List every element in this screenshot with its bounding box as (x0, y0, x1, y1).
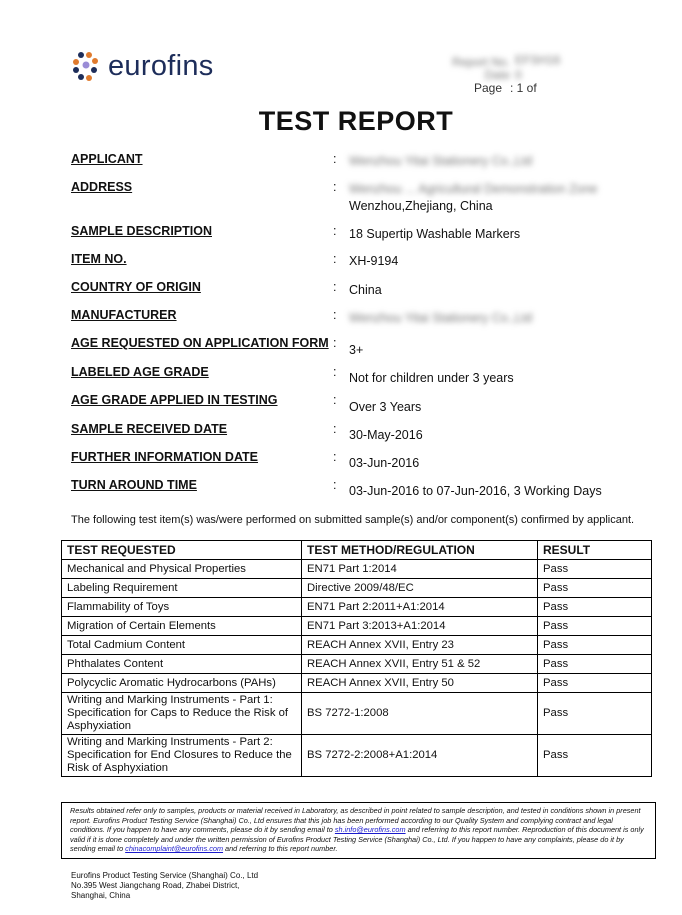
test-requested-cell: Phthalates Content (62, 655, 302, 674)
test-requested-cell: Labeling Requirement (62, 579, 302, 598)
info-email-link[interactable]: sh.info@eurofins.com (334, 825, 406, 835)
field-label: ADDRESS (71, 180, 133, 194)
report-no-value: EFSH16 (515, 53, 561, 67)
field-colon: : (333, 152, 337, 166)
field-label: TURN AROUND TIME (71, 478, 197, 492)
field-colon: : (333, 280, 337, 294)
field-label: AGE GRADE APPLIED IN TESTING (71, 393, 278, 407)
table-row (62, 674, 652, 693)
field-label: APPLICANT (71, 152, 143, 166)
field-label: LABELED AGE GRADE (71, 365, 209, 379)
test-requested-cell: Mechanical and Physical Properties (62, 560, 302, 579)
table-row (62, 579, 652, 598)
page-label: Page (473, 81, 502, 95)
field-label: AGE REQUESTED ON APPLICATION FORM (71, 336, 329, 350)
report-title: TEST REPORT (258, 106, 454, 136)
disclaimer-text: and referring to this report number. Reproduction of this document is only valid if it is done completely and under the written permission of Eurofins Product Testing Service (Shanghai) Co., Ltd. If you happen to have any complaints, please do it by sending email to (70, 825, 644, 854)
address-line: Shanghai, China (71, 891, 131, 900)
field-value: 30-May-2016 (349, 428, 423, 442)
table-row (62, 560, 652, 579)
disclaimer-text: Results obtained refer only to samples, products or material received in Laboratory, as described in point related to sample description, and tested in conditions shown in present report. Eurofins Product Testing Service (Shanghai) Co., Ltd ensures that this job has been performed according to our Quality System and complying contract and legal conditions. If you happen to have any comments, please do it by sending email to (70, 806, 641, 835)
field-value: Over 3 Years (349, 400, 422, 414)
page-value: : 1 of (510, 81, 537, 95)
test-requested-cell: Polycyclic Aromatic Hydrocarbons (PAHs) (62, 674, 302, 693)
header-result: RESULT (538, 541, 652, 560)
address-line: Eurofins Product Testing Service (Shanghai) Co., Ltd (71, 871, 259, 880)
result-cell: Pass (538, 655, 652, 674)
field-value: 18 Supertip Washable Markers (349, 227, 521, 241)
field-value: 03-Jun-2016 to 07-Jun-2016, 3 Working Days (349, 484, 602, 498)
date-label: Date (484, 68, 510, 82)
company-address (71, 871, 258, 901)
field-value: XH-9194 (349, 254, 399, 268)
test-requested-cell: Writing and Marking Instruments - Part 2: Specification for End Closures to Reduce the Risk of Asphyxiation (62, 735, 302, 777)
field-colon: : (333, 393, 337, 407)
complaint-email-link[interactable]: chinacomplaint@eurofins.com (125, 844, 224, 854)
result-cell: Pass (538, 693, 652, 735)
test-method-cell: Directive 2009/48/EC (302, 579, 538, 598)
field-value: China (349, 283, 382, 297)
test-method-cell: EN71 Part 2:2011+A1:2014 (302, 598, 538, 617)
table-row (62, 598, 652, 617)
field-colon: : (333, 450, 337, 464)
header-test-requested: TEST REQUESTED (62, 541, 302, 560)
field-colon: : (333, 478, 337, 492)
table-row (62, 735, 652, 777)
field-value: Not for children under 3 years (349, 371, 514, 385)
report-no-label: Report No. (451, 55, 510, 69)
field-label: COUNTRY OF ORIGIN (71, 280, 201, 294)
header-test-method: TEST METHOD/REGULATION (302, 541, 538, 560)
table-row (62, 636, 652, 655)
field-label: SAMPLE DESCRIPTION (71, 224, 212, 238)
field-label: SAMPLE RECEIVED DATE (71, 422, 228, 436)
result-cell: Pass (538, 560, 652, 579)
test-method-cell: EN71 Part 1:2014 (302, 560, 538, 579)
disclaimer-text: and referring to this report number. (223, 844, 338, 854)
date-value: 0 (515, 68, 522, 82)
table-row (62, 693, 652, 735)
field-colon: : (333, 180, 337, 194)
test-requested-cell: Migration of Certain Elements (62, 617, 302, 636)
field-colon: : (333, 252, 337, 266)
eurofins-logo (72, 50, 214, 83)
field-colon: : (333, 336, 337, 350)
test-method-cell: EN71 Part 3:2013+A1:2014 (302, 617, 538, 636)
result-cell: Pass (538, 579, 652, 598)
address-line: No.395 West Jiangchang Road, Zhabei District, (71, 881, 240, 890)
field-value: Wenzhou Yitai Stationery Co.,Ltd (349, 154, 533, 168)
test-method-cell: REACH Annex XVII, Entry 23 (302, 636, 538, 655)
field-value: 03-Jun-2016 (349, 456, 420, 470)
result-cell: Pass (538, 636, 652, 655)
test-requested-cell: Total Cadmium Content (62, 636, 302, 655)
test-results-table (61, 540, 652, 777)
field-label: MANUFACTURER (71, 308, 177, 322)
disclaimer-box (61, 802, 656, 859)
field-value: Wenzhou ... Agricultural Demonstration Zone Wenzhou,Zhejiang, China (349, 182, 598, 213)
table-header-row (62, 541, 652, 560)
field-colon: : (333, 365, 337, 379)
field-label: FURTHER INFORMATION DATE (71, 450, 259, 464)
test-requested-cell: Flammability of Toys (62, 598, 302, 617)
field-label: ITEM NO. (71, 252, 127, 266)
test-method-cell: BS 7272-2:2008+A1:2014 (302, 735, 538, 777)
eurofins-dots-icon (72, 51, 102, 83)
test-method-cell: REACH Annex XVII, Entry 51 & 52 (302, 655, 538, 674)
test-method-cell: BS 7272-1:2008 (302, 693, 538, 735)
table-row (62, 655, 652, 674)
field-colon: : (333, 422, 337, 436)
table-row (62, 617, 652, 636)
test-requested-cell: Writing and Marking Instruments - Part 1: Specification for Caps to Reduce the Risk of Asphyxiation (62, 693, 302, 735)
field-colon: : (333, 224, 337, 238)
test-method-cell: REACH Annex XVII, Entry 50 (302, 674, 538, 693)
logo-text: eurofins (108, 50, 214, 82)
field-value: Wenzhou Yitai Stationery Co.,Ltd (349, 311, 533, 325)
field-value: 3+ (349, 343, 364, 357)
result-cell: Pass (538, 598, 652, 617)
intro-note: The following test item(s) was/were performed on submitted sample(s) and/or component(s) confirmed by applicant. (71, 514, 635, 526)
result-cell: Pass (538, 617, 652, 636)
result-cell: Pass (538, 735, 652, 777)
field-colon: : (333, 308, 337, 322)
result-cell: Pass (538, 674, 652, 693)
